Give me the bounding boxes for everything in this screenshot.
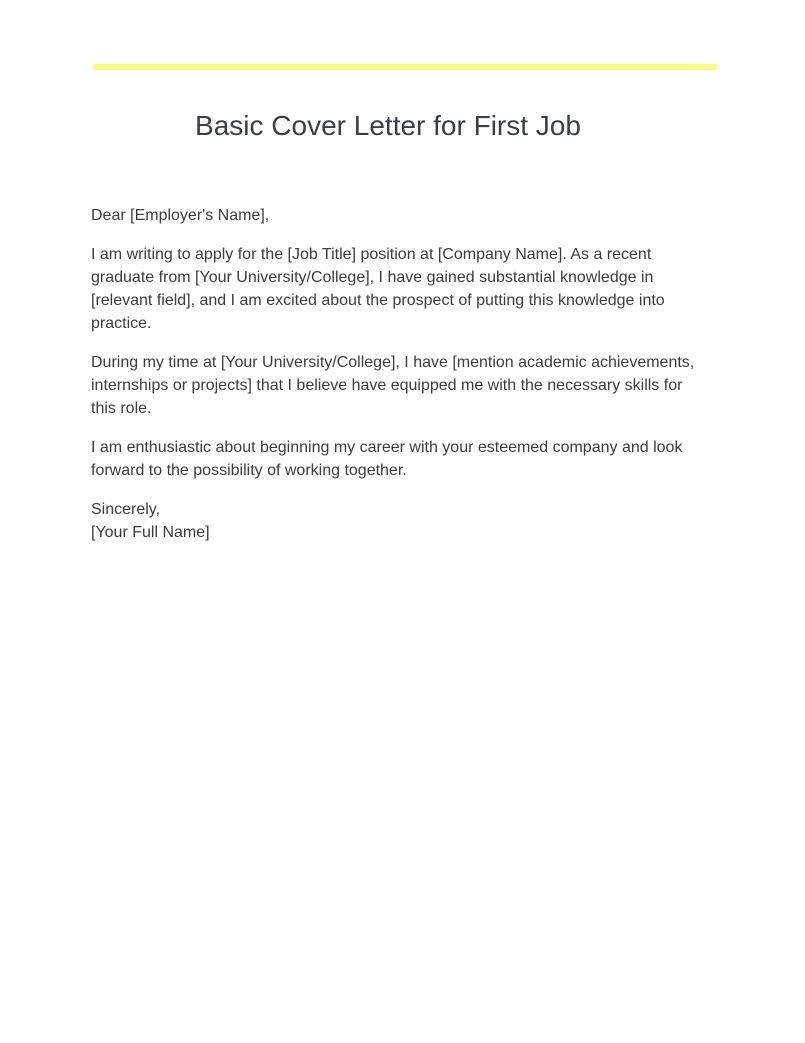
accent-bar <box>93 64 717 70</box>
document-title: Basic Cover Letter for First Job <box>195 110 581 141</box>
paragraph-closing-remark: I am enthusiastic about beginning my career with your esteemed company and look forward to the possibility of working together. <box>91 439 683 479</box>
signature: [Your Full Name] <box>91 524 210 541</box>
paragraph-intro: I am writing to apply for the [Job Title] position at [Company Name]. As a recent graduate from [Your University/College], I have gained substantial knowledge in [relevant field], and I am excited about the prospect of putting this knowledge into practice. <box>91 246 665 332</box>
paragraph-experience: During my time at [Your University/College], I have [mention academic achievements, internships or projects] that I believe have equipped me with the necessary skills for this role. <box>91 354 695 417</box>
closing: Sincerely, <box>91 501 161 518</box>
closing-block <box>91 498 701 544</box>
letter-body <box>91 204 701 560</box>
salutation: Dear [Employer's Name], <box>91 207 270 224</box>
